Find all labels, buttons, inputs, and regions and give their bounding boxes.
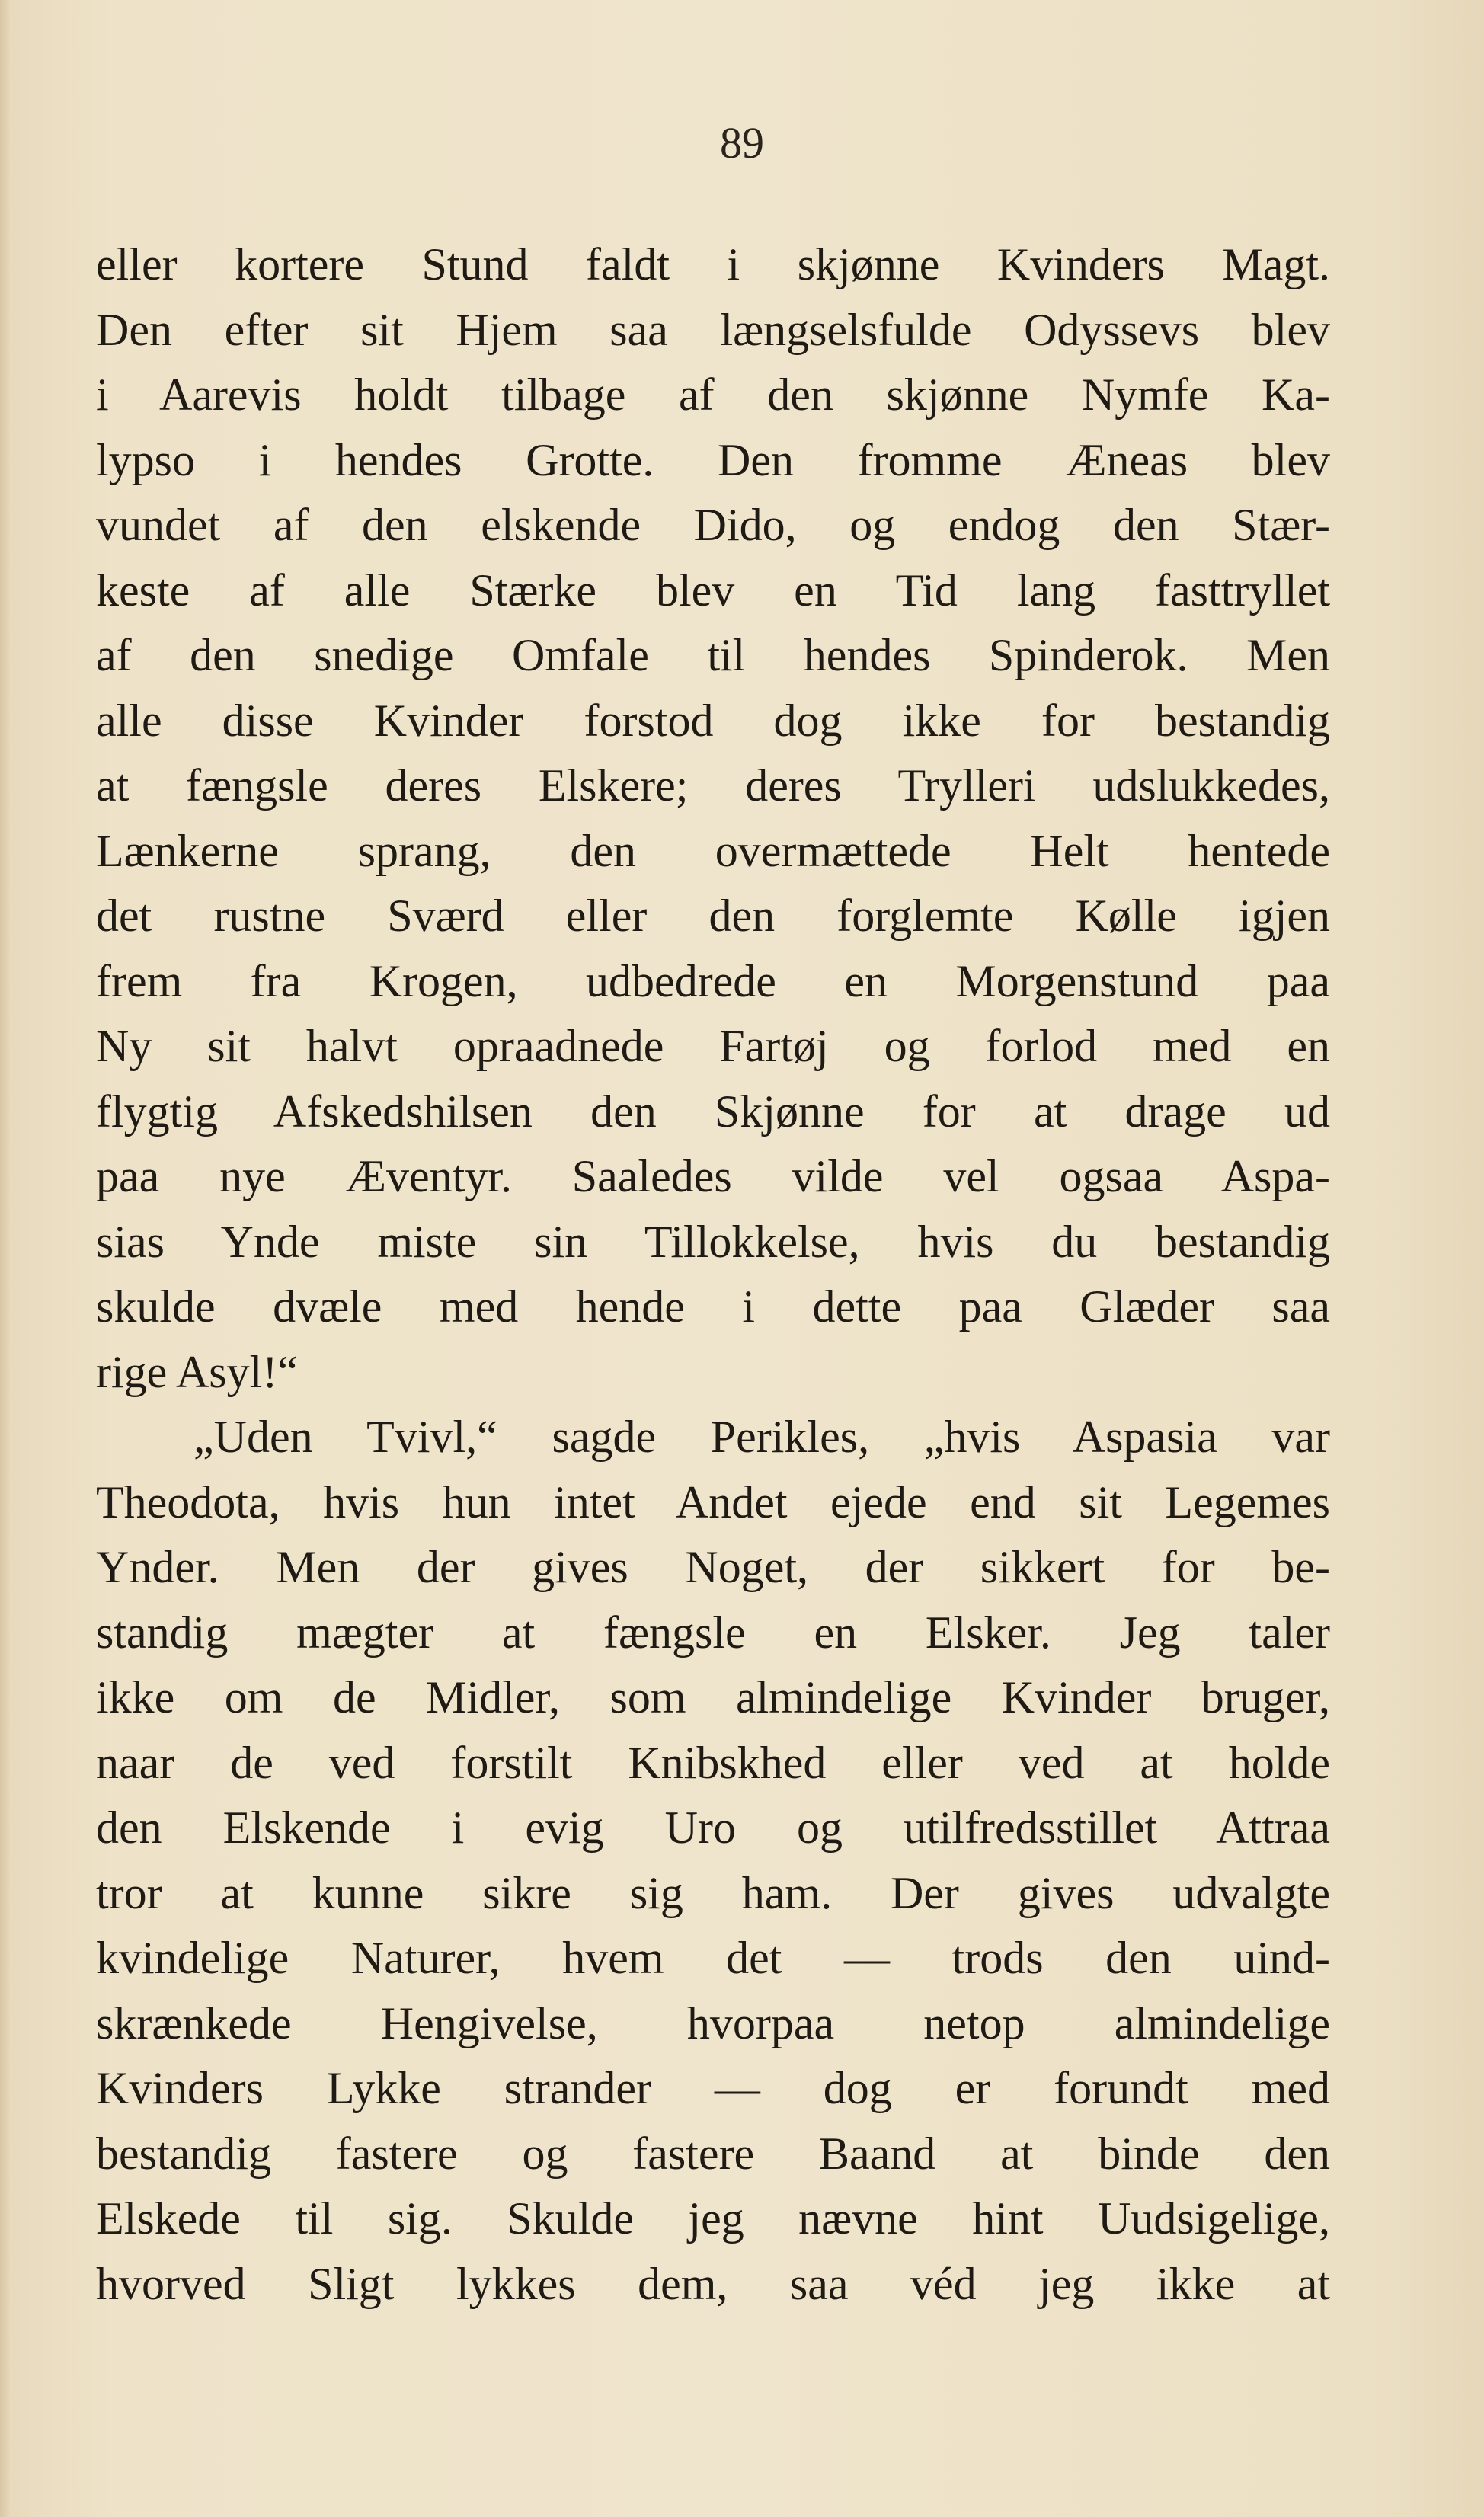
text-line: eller kortere Stund faldt i skjønne Kvinders Magt. [96, 239, 1330, 289]
text-line: lypso i hendes Grotte. Den fromme Æneas blev [96, 434, 1330, 485]
paragraph-end-line: rige Asyl!“ [96, 1346, 298, 1397]
text-line: Theodota, hvis hun intet Andet ejede end sit Legemes [96, 1476, 1330, 1527]
text-line: frem fra Krogen, udbedrede en Morgenstund paa [96, 955, 1330, 1006]
text-line: Ny sit halvt opraadnede Fartøj og forlod med en [96, 1021, 1330, 1071]
text-line: Den efter sit Hjem saa længselsfulde Odyssevs blev [96, 304, 1330, 355]
text-line: paa nye Æventyr. Saaledes vilde vel ogsaa Aspa- [96, 1151, 1330, 1201]
text-line: alle disse Kvinder forstod dog ikke for bestandig [96, 695, 1330, 746]
text-line: skulde dvæle med hende i dette paa Glæder saa [96, 1281, 1330, 1332]
page-edge-shadow [0, 0, 11, 2517]
text-line: det rustne Sværd eller den forglemte Kølle igjen [96, 891, 1330, 941]
text-line: den Elskende i evig Uro og utilfredsstillet Attraa [96, 1802, 1330, 1853]
text-line: flygtig Afskedshilsen den Skjønne for at drage ud [96, 1086, 1330, 1137]
text-line: af den snedige Omfale til hendes Spinderok. Men [96, 630, 1330, 680]
body-text [96, 232, 1330, 2317]
text-line: i Aarevis holdt tilbage af den skjønne Nymfe Ka- [96, 369, 1330, 420]
text-line: tror at kunne sikre sig ham. Der gives udvalgte [96, 1867, 1330, 1918]
text-line: sias Ynde miste sin Tillokkelse, hvis du bestandig [96, 1216, 1330, 1267]
text-line: Kvinders Lykke strander — dog er forundt med [96, 2063, 1330, 2113]
text-line: Elskede til sig. Skulde jeg nævne hint Uudsigelige, [96, 2193, 1330, 2244]
text-line: keste af alle Stærke blev en Tid lang fasttryllet [96, 564, 1330, 616]
text-line: naar de ved forstilt Knibskhed eller ved at holde [96, 1737, 1330, 1788]
text-line: Lænkerne sprang, den overmættede Helt hentede [96, 825, 1330, 876]
text-line: at fængsle deres Elskere; deres Trylleri udslukkedes, [96, 760, 1330, 811]
paragraph-start-line: „Uden Tvivl,“ sagde Perikles, „hvis Aspasia var [193, 1412, 1330, 1462]
text-line: vundet af den elskende Dido, og endog den Stær- [96, 500, 1330, 550]
text-line: kvindelige Naturer, hvem det — trods den uind- [96, 1933, 1330, 1983]
text-line: standig mægter at fængsle en Elsker. Jeg taler [96, 1607, 1330, 1658]
text-line: hvorved Sligt lykkes dem, saa véd jeg ikke at [96, 2258, 1330, 2309]
page-number: 89 [720, 118, 764, 168]
text-line: ikke om de Midler, som almindelige Kvinder bruger, [96, 1672, 1330, 1722]
text-line: Ynder. Men der gives Noget, der sikkert for be- [96, 1542, 1330, 1592]
text-line: skrænkede Hengivelse, hvorpaa netop almindelige [96, 1997, 1330, 2048]
text-line: bestandig fastere og fastere Baand at binde den [96, 2128, 1330, 2179]
